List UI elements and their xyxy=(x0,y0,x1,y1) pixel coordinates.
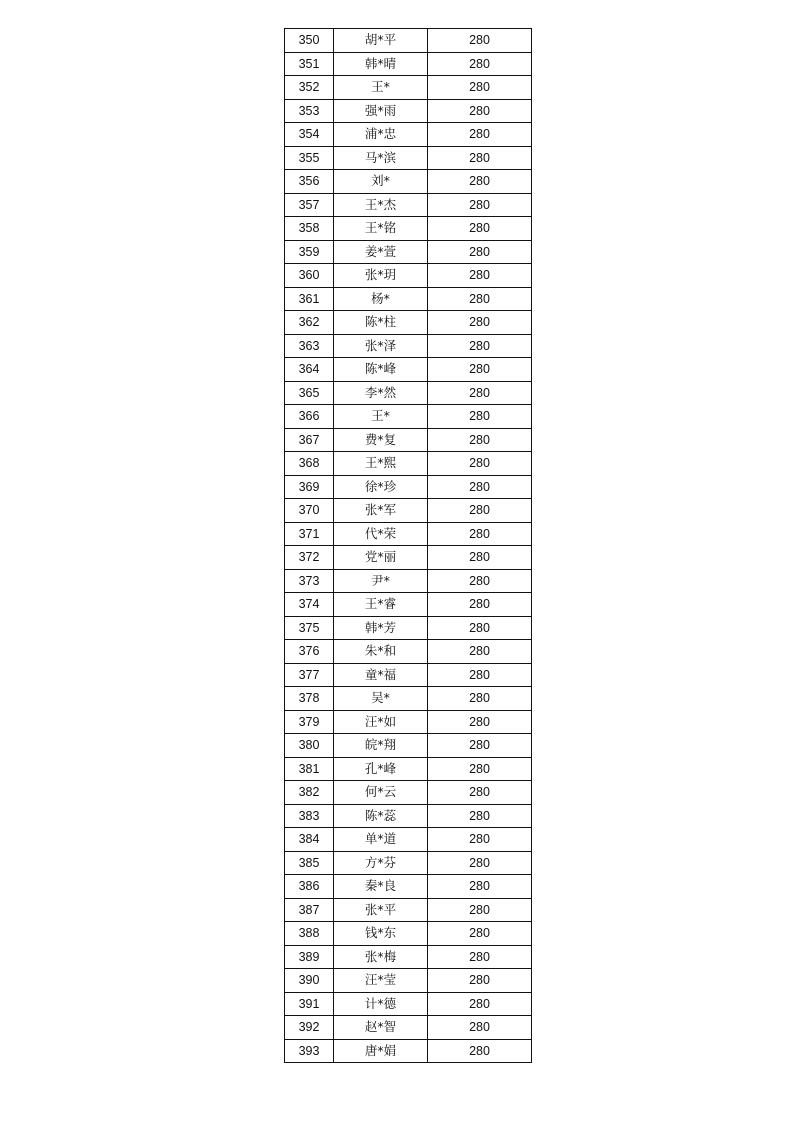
row-number-cell: 378 xyxy=(285,687,334,711)
table-row xyxy=(285,170,532,194)
amount-cell: 280 xyxy=(428,546,532,570)
row-number-cell: 367 xyxy=(285,428,334,452)
person-name-cell: 强*雨 xyxy=(334,99,428,123)
person-name-cell: 唐*娟 xyxy=(334,1039,428,1063)
table-row xyxy=(285,663,532,687)
row-number-cell: 391 xyxy=(285,992,334,1016)
table-row xyxy=(285,381,532,405)
person-name-cell: 王*睿 xyxy=(334,593,428,617)
person-name-cell: 韩*晴 xyxy=(334,52,428,76)
row-number-cell: 350 xyxy=(285,29,334,53)
amount-cell: 280 xyxy=(428,898,532,922)
person-name-cell: 陈*峰 xyxy=(334,358,428,382)
amount-cell: 280 xyxy=(428,123,532,147)
amount-cell: 280 xyxy=(428,99,532,123)
row-number-cell: 372 xyxy=(285,546,334,570)
person-name-cell: 王* xyxy=(334,76,428,100)
person-name-cell: 计*德 xyxy=(334,992,428,1016)
person-name-cell: 徐*珍 xyxy=(334,475,428,499)
amount-cell: 280 xyxy=(428,804,532,828)
amount-cell: 280 xyxy=(428,499,532,523)
person-name-cell: 吴* xyxy=(334,687,428,711)
row-number-cell: 353 xyxy=(285,99,334,123)
amount-cell: 280 xyxy=(428,851,532,875)
row-number-cell: 383 xyxy=(285,804,334,828)
person-name-cell: 朱*和 xyxy=(334,640,428,664)
row-number-cell: 360 xyxy=(285,264,334,288)
row-number-cell: 356 xyxy=(285,170,334,194)
table-row xyxy=(285,593,532,617)
table-row xyxy=(285,358,532,382)
row-number-cell: 392 xyxy=(285,1016,334,1040)
amount-cell: 280 xyxy=(428,569,532,593)
table-row xyxy=(285,287,532,311)
person-name-cell: 马*滨 xyxy=(334,146,428,170)
row-number-cell: 379 xyxy=(285,710,334,734)
person-name-cell: 姜*萱 xyxy=(334,240,428,264)
table-row xyxy=(285,311,532,335)
amount-cell: 280 xyxy=(428,311,532,335)
table-row xyxy=(285,687,532,711)
row-number-cell: 365 xyxy=(285,381,334,405)
table-row xyxy=(285,217,532,241)
person-name-cell: 浦*忠 xyxy=(334,123,428,147)
amount-cell: 280 xyxy=(428,945,532,969)
table-row xyxy=(285,828,532,852)
row-number-cell: 369 xyxy=(285,475,334,499)
person-name-cell: 李*然 xyxy=(334,381,428,405)
amount-cell: 280 xyxy=(428,663,532,687)
person-name-cell: 皖*翔 xyxy=(334,734,428,758)
amount-cell: 280 xyxy=(428,922,532,946)
row-number-cell: 380 xyxy=(285,734,334,758)
row-number-cell: 371 xyxy=(285,522,334,546)
person-name-cell: 胡*平 xyxy=(334,29,428,53)
table-row xyxy=(285,52,532,76)
table-row xyxy=(285,240,532,264)
table-row xyxy=(285,781,532,805)
row-number-cell: 386 xyxy=(285,875,334,899)
amount-cell: 280 xyxy=(428,1039,532,1063)
table-row xyxy=(285,334,532,358)
person-name-cell: 赵*智 xyxy=(334,1016,428,1040)
table-row xyxy=(285,945,532,969)
table-row xyxy=(285,969,532,993)
table-row xyxy=(285,640,532,664)
person-name-cell: 刘* xyxy=(334,170,428,194)
table-row xyxy=(285,522,532,546)
amount-cell: 280 xyxy=(428,452,532,476)
table-row xyxy=(285,475,532,499)
amount-cell: 280 xyxy=(428,640,532,664)
table-row xyxy=(285,875,532,899)
row-number-cell: 373 xyxy=(285,569,334,593)
table-row xyxy=(285,922,532,946)
amount-cell: 280 xyxy=(428,264,532,288)
person-name-cell: 何*云 xyxy=(334,781,428,805)
row-number-cell: 377 xyxy=(285,663,334,687)
payment-list-table xyxy=(284,28,532,1063)
amount-cell: 280 xyxy=(428,358,532,382)
person-name-cell: 党*丽 xyxy=(334,546,428,570)
table-row xyxy=(285,452,532,476)
row-number-cell: 375 xyxy=(285,616,334,640)
person-name-cell: 代*荣 xyxy=(334,522,428,546)
amount-cell: 280 xyxy=(428,593,532,617)
row-number-cell: 357 xyxy=(285,193,334,217)
amount-cell: 280 xyxy=(428,334,532,358)
table-row xyxy=(285,757,532,781)
row-number-cell: 390 xyxy=(285,969,334,993)
table-row xyxy=(285,76,532,100)
row-number-cell: 381 xyxy=(285,757,334,781)
row-number-cell: 366 xyxy=(285,405,334,429)
amount-cell: 280 xyxy=(428,616,532,640)
table-row xyxy=(285,1016,532,1040)
table-row xyxy=(285,898,532,922)
row-number-cell: 388 xyxy=(285,922,334,946)
amount-cell: 280 xyxy=(428,710,532,734)
amount-cell: 280 xyxy=(428,240,532,264)
table-row xyxy=(285,428,532,452)
row-number-cell: 387 xyxy=(285,898,334,922)
person-name-cell: 张*军 xyxy=(334,499,428,523)
amount-cell: 280 xyxy=(428,146,532,170)
row-number-cell: 351 xyxy=(285,52,334,76)
amount-cell: 280 xyxy=(428,875,532,899)
amount-cell: 280 xyxy=(428,76,532,100)
person-name-cell: 张*玥 xyxy=(334,264,428,288)
table-row xyxy=(285,616,532,640)
row-number-cell: 385 xyxy=(285,851,334,875)
person-name-cell: 尹* xyxy=(334,569,428,593)
person-name-cell: 费*复 xyxy=(334,428,428,452)
person-name-cell: 王*杰 xyxy=(334,193,428,217)
amount-cell: 280 xyxy=(428,757,532,781)
row-number-cell: 393 xyxy=(285,1039,334,1063)
amount-cell: 280 xyxy=(428,405,532,429)
person-name-cell: 童*福 xyxy=(334,663,428,687)
person-name-cell: 张*梅 xyxy=(334,945,428,969)
row-number-cell: 362 xyxy=(285,311,334,335)
table-row xyxy=(285,499,532,523)
person-name-cell: 张*平 xyxy=(334,898,428,922)
row-number-cell: 359 xyxy=(285,240,334,264)
amount-cell: 280 xyxy=(428,170,532,194)
person-name-cell: 秦*良 xyxy=(334,875,428,899)
person-name-cell: 杨* xyxy=(334,287,428,311)
amount-cell: 280 xyxy=(428,475,532,499)
amount-cell: 280 xyxy=(428,428,532,452)
row-number-cell: 355 xyxy=(285,146,334,170)
row-number-cell: 376 xyxy=(285,640,334,664)
amount-cell: 280 xyxy=(428,217,532,241)
row-number-cell: 361 xyxy=(285,287,334,311)
row-number-cell: 370 xyxy=(285,499,334,523)
amount-cell: 280 xyxy=(428,381,532,405)
amount-cell: 280 xyxy=(428,287,532,311)
amount-cell: 280 xyxy=(428,52,532,76)
amount-cell: 280 xyxy=(428,522,532,546)
table-row xyxy=(285,99,532,123)
row-number-cell: 358 xyxy=(285,217,334,241)
person-name-cell: 陈*柱 xyxy=(334,311,428,335)
table-row xyxy=(285,710,532,734)
row-number-cell: 364 xyxy=(285,358,334,382)
row-number-cell: 352 xyxy=(285,76,334,100)
person-name-cell: 汪*莹 xyxy=(334,969,428,993)
person-name-cell: 王*铭 xyxy=(334,217,428,241)
table-row xyxy=(285,992,532,1016)
amount-cell: 280 xyxy=(428,1016,532,1040)
amount-cell: 280 xyxy=(428,734,532,758)
table-row xyxy=(285,123,532,147)
amount-cell: 280 xyxy=(428,687,532,711)
table-row xyxy=(285,734,532,758)
person-name-cell: 陈*蕊 xyxy=(334,804,428,828)
table-row xyxy=(285,146,532,170)
row-number-cell: 382 xyxy=(285,781,334,805)
table-row xyxy=(285,569,532,593)
table-row xyxy=(285,546,532,570)
row-number-cell: 389 xyxy=(285,945,334,969)
person-name-cell: 单*道 xyxy=(334,828,428,852)
row-number-cell: 374 xyxy=(285,593,334,617)
row-number-cell: 354 xyxy=(285,123,334,147)
person-name-cell: 韩*芳 xyxy=(334,616,428,640)
person-name-cell: 张*泽 xyxy=(334,334,428,358)
person-name-cell: 孔*峰 xyxy=(334,757,428,781)
table-row xyxy=(285,264,532,288)
person-name-cell: 方*芬 xyxy=(334,851,428,875)
amount-cell: 280 xyxy=(428,29,532,53)
row-number-cell: 384 xyxy=(285,828,334,852)
amount-cell: 280 xyxy=(428,992,532,1016)
table-row xyxy=(285,804,532,828)
table-row xyxy=(285,193,532,217)
table-row xyxy=(285,851,532,875)
person-name-cell: 王* xyxy=(334,405,428,429)
row-number-cell: 363 xyxy=(285,334,334,358)
amount-cell: 280 xyxy=(428,969,532,993)
amount-cell: 280 xyxy=(428,828,532,852)
row-number-cell: 368 xyxy=(285,452,334,476)
table-body xyxy=(285,29,532,1063)
person-name-cell: 汪*如 xyxy=(334,710,428,734)
amount-cell: 280 xyxy=(428,781,532,805)
amount-cell: 280 xyxy=(428,193,532,217)
table-row xyxy=(285,405,532,429)
person-name-cell: 王*熙 xyxy=(334,452,428,476)
table-row xyxy=(285,1039,532,1063)
person-name-cell: 钱*东 xyxy=(334,922,428,946)
table-row xyxy=(285,29,532,53)
